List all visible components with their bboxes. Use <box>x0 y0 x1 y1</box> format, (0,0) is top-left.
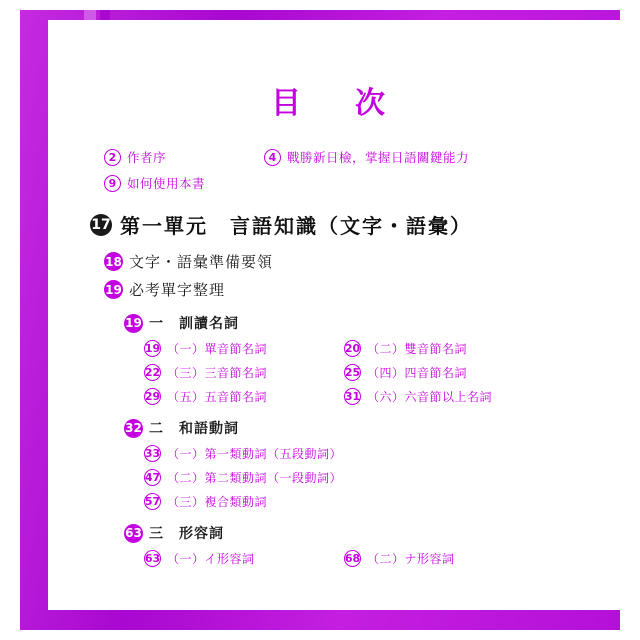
subitem-entry[interactable] <box>144 445 586 462</box>
page-number-badge: 22 <box>144 366 161 379</box>
subitem-label: （三）三音節名詞 <box>167 366 268 380</box>
subitem-entry[interactable] <box>144 340 344 357</box>
subitem-label: （一）イ形容詞 <box>167 552 255 566</box>
front-matter-entry[interactable] <box>104 148 264 166</box>
group-label: 一 訓讀名詞 <box>149 316 239 332</box>
page-number-badge: 63 <box>124 524 143 543</box>
page-number-badge: 19 <box>104 280 123 299</box>
subitem-entry[interactable] <box>344 340 467 357</box>
subitem-row <box>144 550 586 567</box>
subitem-row <box>144 340 586 357</box>
subitem-entry[interactable] <box>144 493 586 510</box>
subitem-label: （二）第二類動詞（一段動詞） <box>167 471 343 485</box>
page-number-badge: 68 <box>344 552 361 565</box>
page-number-badge: 19 <box>144 342 161 355</box>
front-matter-label: 如何使用本書 <box>127 176 206 191</box>
subitem-entry[interactable] <box>344 388 492 405</box>
page-number-badge: 2 <box>104 149 121 166</box>
page-number-badge: 19 <box>124 314 143 333</box>
page-number-badge: 4 <box>264 149 281 166</box>
page-number-badge: 57 <box>144 495 161 508</box>
section-entry[interactable] <box>104 279 586 300</box>
subitem-entry[interactable] <box>344 550 455 567</box>
subitem-entry[interactable] <box>344 364 467 381</box>
subitem-label: （四）四音節名詞 <box>367 366 468 380</box>
subitem-entry[interactable] <box>144 550 344 567</box>
front-matter-row <box>104 148 586 166</box>
page-number-badge: 33 <box>144 447 161 460</box>
section-entry[interactable] <box>104 251 586 272</box>
subitem-entry[interactable] <box>144 364 344 381</box>
page-number-badge: 20 <box>344 342 361 355</box>
front-matter-row <box>104 174 586 192</box>
page-number-badge: 18 <box>104 252 123 271</box>
subitem-entry[interactable] <box>144 469 586 486</box>
subitem-row <box>144 364 586 381</box>
subitem-label: （二）雙音節名詞 <box>367 342 468 356</box>
page-number-badge: 63 <box>144 552 161 565</box>
page-number-badge: 32 <box>124 419 143 438</box>
page-number-badge: 25 <box>344 366 361 379</box>
toc-content <box>48 20 620 610</box>
subitem-label: （一）單音節名詞 <box>167 342 268 356</box>
page-number-badge: 47 <box>144 471 161 484</box>
unit-heading[interactable] <box>90 210 586 239</box>
section-label: 必考單字整理 <box>129 281 226 299</box>
subitem-label: （六）六音節以上名詞 <box>367 390 493 404</box>
front-matter-entry[interactable] <box>264 148 469 166</box>
front-matter-entry[interactable] <box>104 174 264 192</box>
front-matter-label: 作者序 <box>127 150 167 165</box>
page-number-badge: 29 <box>144 390 161 403</box>
front-matter-label: 戰勝新日檢，掌握日語關鍵能力 <box>287 150 470 165</box>
group-label: 二 和語動詞 <box>149 421 239 437</box>
group-entry[interactable] <box>124 523 586 543</box>
subitem-label: （一）第一類動詞（五段動詞） <box>167 447 343 461</box>
page-number-badge: 31 <box>344 390 361 403</box>
subitem-label: （二）ナ形容詞 <box>367 552 455 566</box>
subitem-row <box>144 388 586 405</box>
page-number-badge: 17 <box>90 214 112 236</box>
front-matter-list <box>104 148 586 192</box>
group-entry[interactable] <box>124 313 586 333</box>
subitem-entry[interactable] <box>144 388 344 405</box>
subitem-label: （五）五音節名詞 <box>167 390 268 404</box>
section-label: 文字・語彙準備要領 <box>129 253 274 271</box>
group-label: 三 形容詞 <box>149 526 224 542</box>
page-title: 目 次 <box>271 86 397 121</box>
page-number-badge: 9 <box>104 175 121 192</box>
group-entry[interactable] <box>124 418 586 438</box>
subitem-label: （三）複合類動詞 <box>167 495 268 509</box>
unit-heading-label: 第一單元 言語知識（文字・語彙） <box>120 214 472 238</box>
